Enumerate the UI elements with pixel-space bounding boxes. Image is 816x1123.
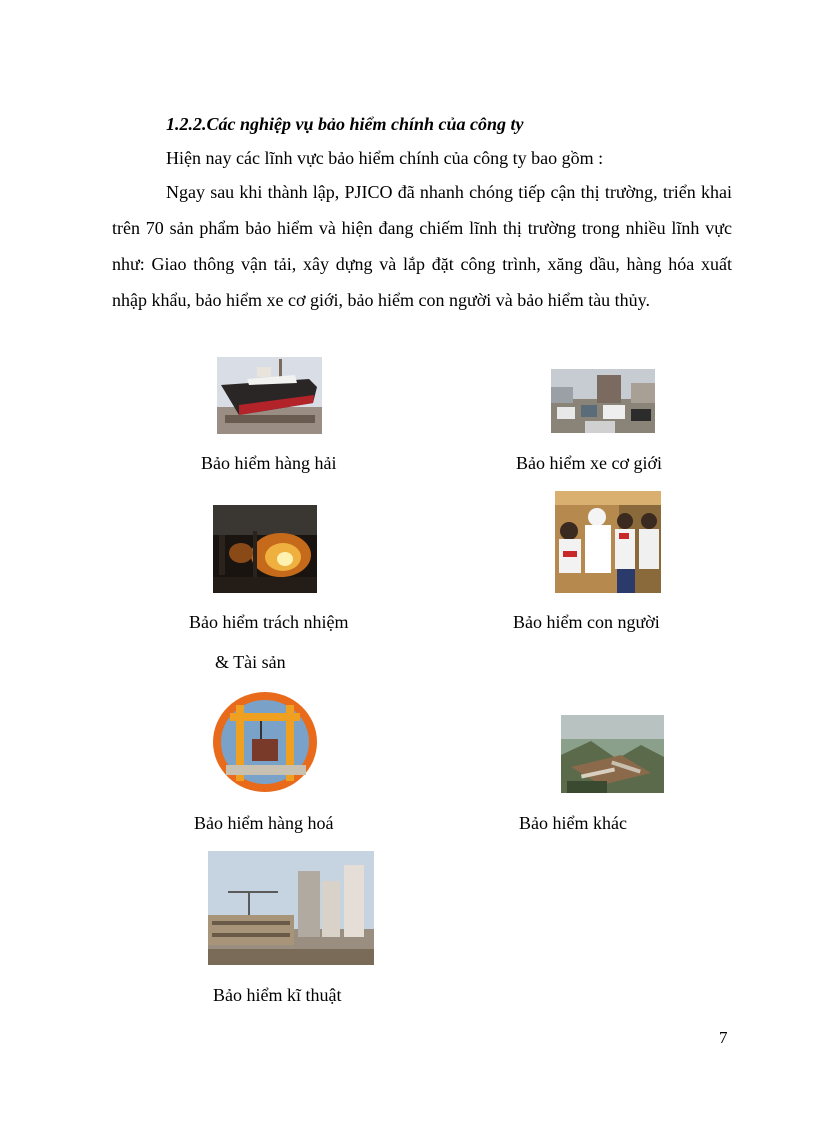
caption-marine: Bảo hiểm hàng hải — [201, 453, 337, 473]
caption-engineering: Bảo hiểm kĩ thuật — [213, 985, 342, 1005]
caption-cargo: Bảo hiểm hàng hoá — [194, 813, 334, 833]
section-heading: 1.2.2.Các nghiệp vụ bảo hiểm chính của công ty — [166, 114, 524, 134]
caption-other: Bảo hiểm khác — [519, 813, 627, 833]
caption-liability-line2: & Tài sản — [215, 652, 286, 672]
body-paragraph — [112, 174, 732, 318]
page-number: 7 — [719, 1028, 728, 1047]
intro-line: Hiện nay các lĩnh vực bảo hiểm chính của công ty bao gồm : — [166, 148, 604, 168]
cargo-crane-photo — [212, 691, 318, 793]
traffic-photo — [551, 369, 655, 433]
construction-photo — [208, 851, 374, 965]
caption-motor: Bảo hiểm xe cơ giới — [516, 453, 663, 473]
body-paragraph-text: Ngay sau khi thành lập, PJICO đã nhanh chóng tiếp cận thị trường, triển khai trên 70 sản phẩm bảo hiểm và hiện đang chiếm lĩnh thị trường trong nhiều lĩnh vực như: Giao thông vận tải, xây dựng và lắp đặt công trình, xăng dầu, hàng hóa xuất nhập khẩu, bảo hiểm xe cơ giới, bảo hiểm con người và bảo hiểm tàu thủy. — [112, 182, 732, 310]
children-photo — [555, 491, 661, 593]
caption-personal: Bảo hiểm con người — [513, 612, 660, 632]
ship-photo — [217, 357, 322, 434]
caption-liability: Bảo hiểm trách nhiệm — [189, 612, 349, 632]
disaster-photo — [561, 715, 664, 793]
fire-photo — [213, 505, 317, 593]
